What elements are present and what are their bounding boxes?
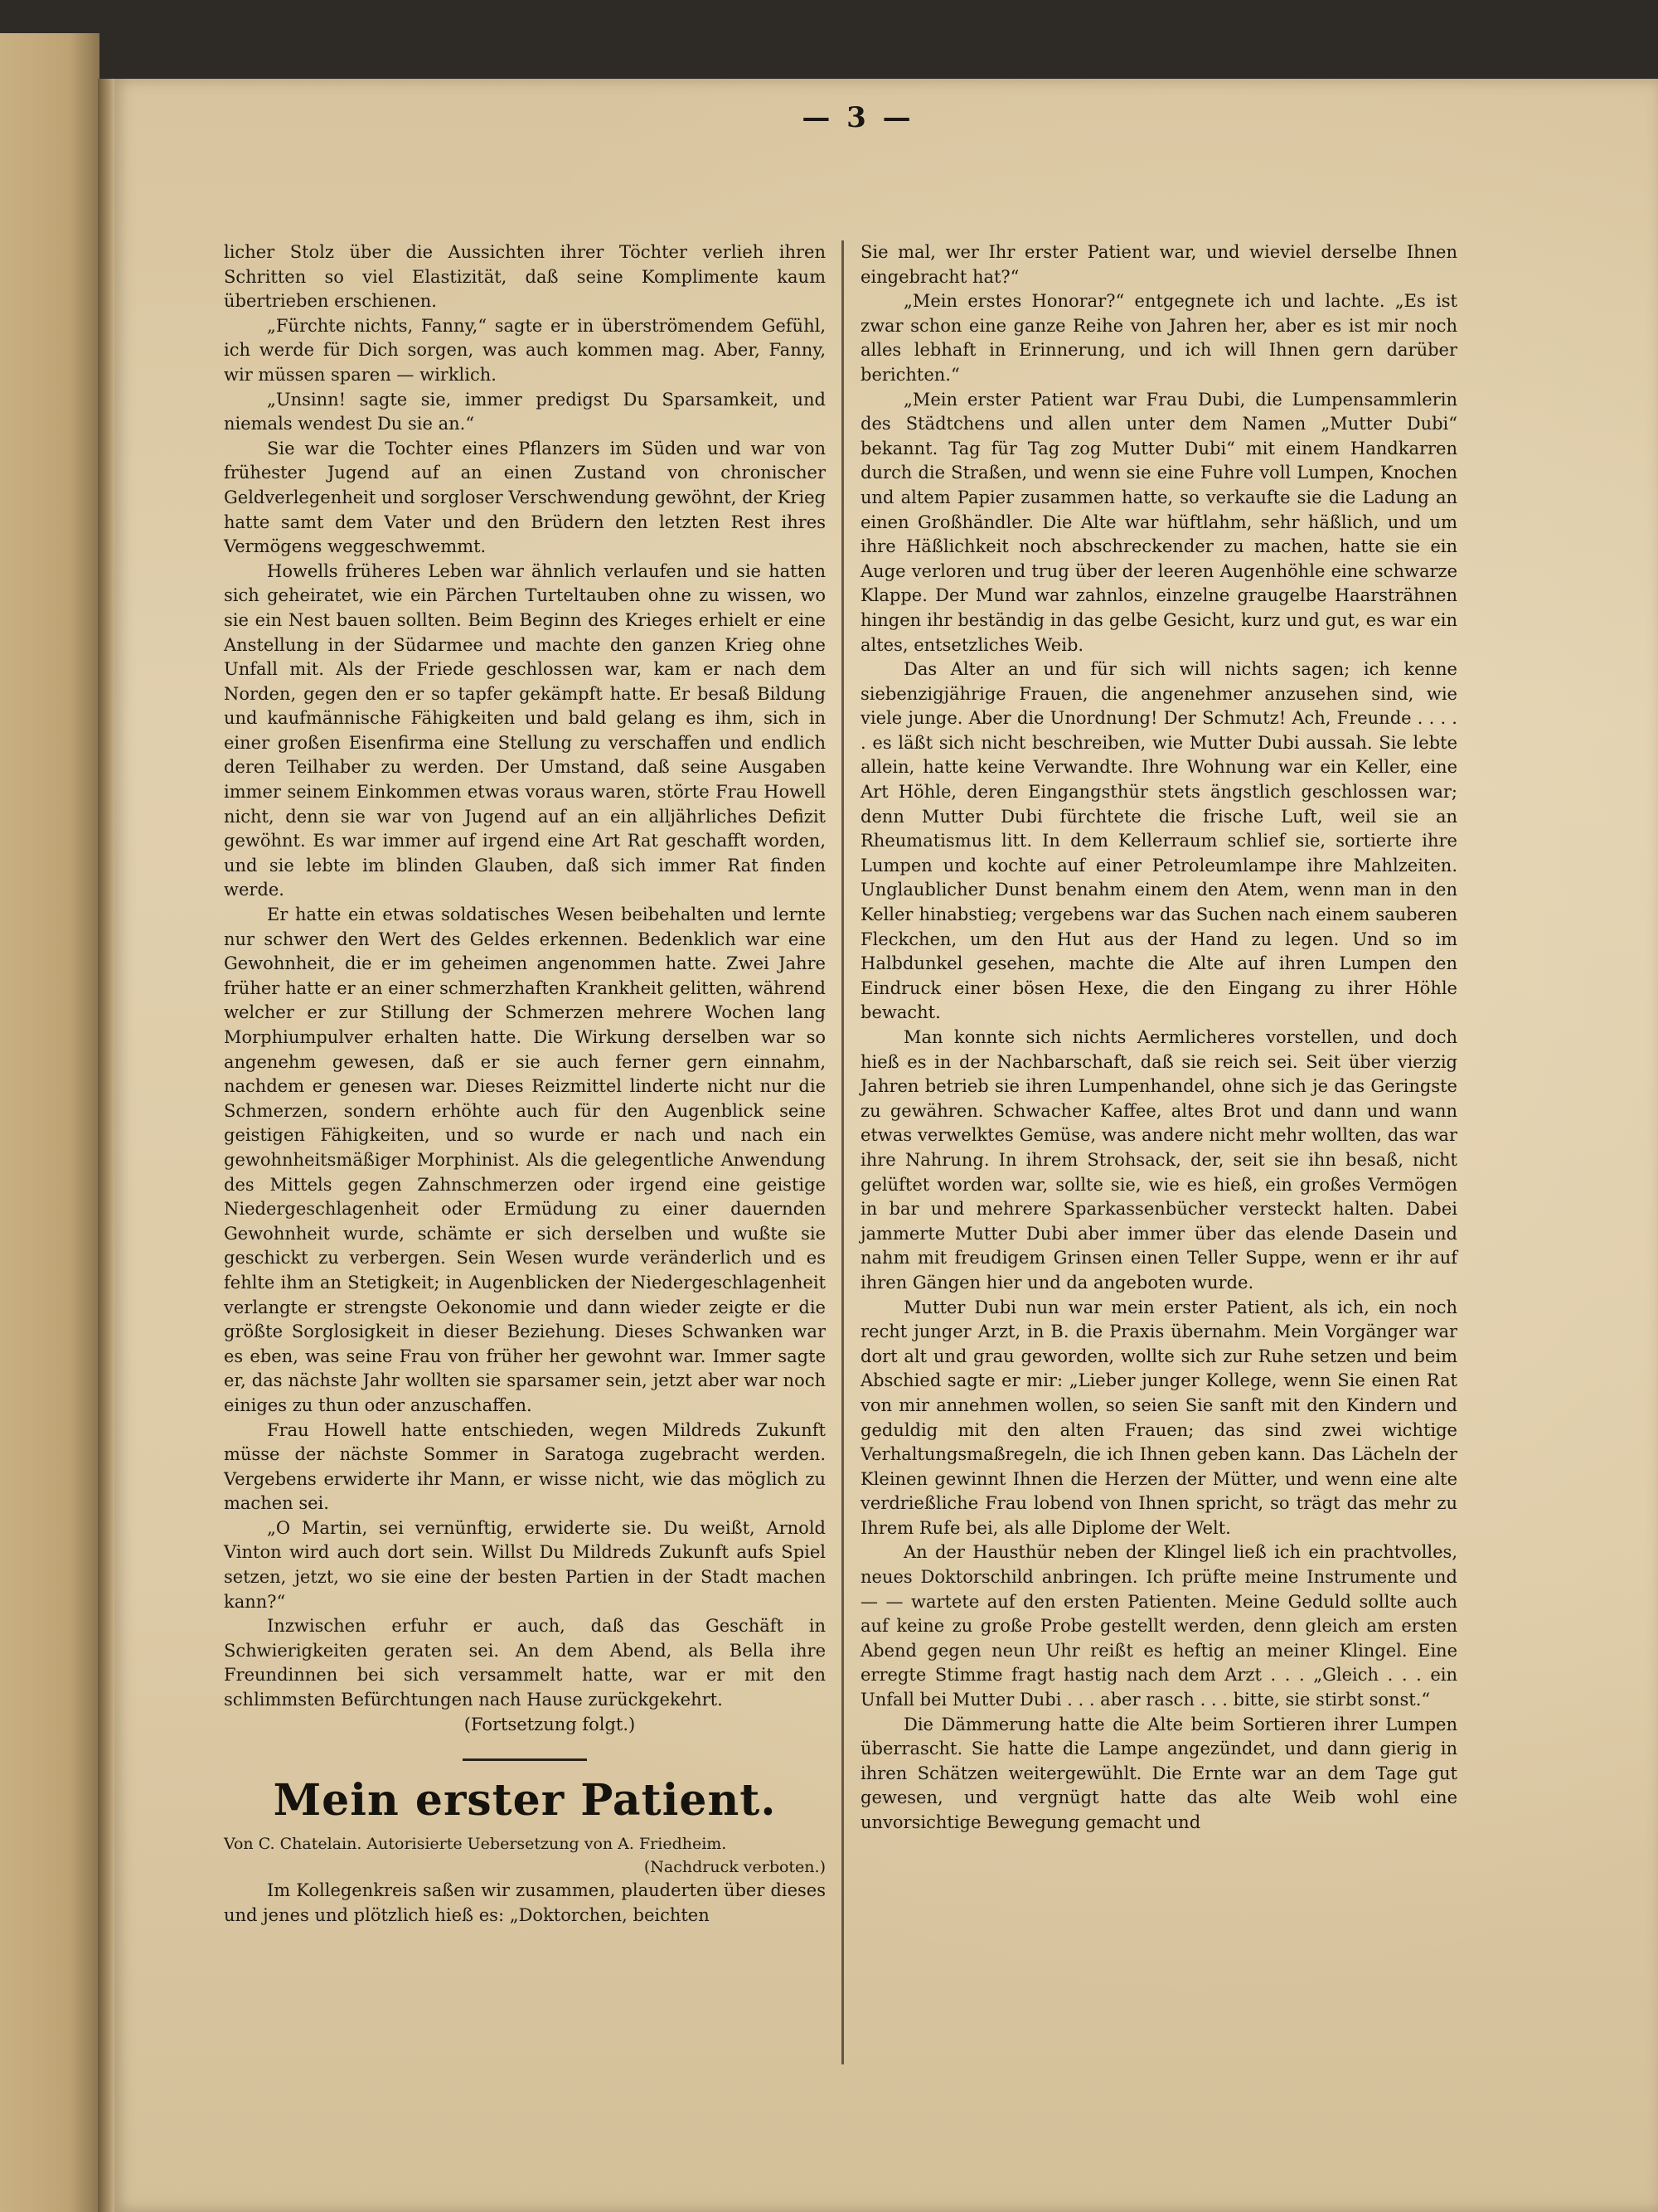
previous-page-edge	[0, 33, 99, 2212]
paragraph: Im Kollegenkreis saßen wir zusammen, plauderten über dieses und jenes und plötzlich hieß es: „Doktorchen, beichten	[224, 1880, 826, 1925]
paragraph: Mutter Dubi nun war mein erster Patient, als ich, ein noch recht junger Arzt, in B. die Praxis übernahm. Mein Vorgänger war dort alt und grau geworden, wollte sich zur Ruhe setzen und beim Abschied sagte er mir: „Lieber junger Kollege, wenn Sie einen Rat von mir annehmen wollen, so seien Sie sanft mit den Kindern und geduldig mit den alten Frauen; das sind zwei wichtige Verhaltungsmaßregeln, die ich Ihnen geben kann. Das Lächeln der Kleinen gewinnt Ihnen die Herzen der Mütter, und wenn eine alte verdrießliche Frau lobend von Ihnen spricht, so trägt das mehr zu Ihrem Rufe bei, als alle Diplome der Welt.	[861, 1297, 1457, 1538]
paragraph: Das Alter an und für sich will nichts sagen; ich kenne siebenzigjährige Frauen, die angenehmer anzusehen sind, wie viele junge. Aber die Unordnung! Der Schmutz! Ach, Freunde . . . . . es läßt sich nicht beschreiben, wie Mutter Dubi aussah. Sie lebte allein, hatte keine Verwandte. Ihre Wohnung war ein Keller, eine Art Höhle, deren Eingangsthür stets ängstlich geschlossen war; denn Mutter Dubi fürchtete die frische Luft, weil sie an Rheumatismus litt. In dem Kellerraum schlief sie, sortierte ihre Lumpen und kochte auf einer Petroleumlampe ihre Mahlzeiten. Unglaublicher Dunst benahm einem den Atem, wenn man in den Keller hinabstieg; vergebens war das Suchen nach einem sauberen Fleckchen, um den Hut aus der Hand zu legen. Und so im Halbdunkel gesehen, machte die Alte auf ihren Lumpen den Eindruck einer bösen Hexe, die den Eingang zu ihrer Höhle bewacht.	[861, 659, 1457, 1023]
book-gutter	[98, 79, 116, 2212]
paragraph: Sie war die Tochter eines Pflanzers im Süden und war von frühester Jugend auf an einen Zustand von chronischer Geldverlegenheit und sorgloser Verschwendung gewöhnt, der Krieg hatte samt dem Vater und den Brüdern den letzten Rest ihres Vermögens weggeschwemmt.	[224, 438, 826, 557]
column-rule	[841, 240, 844, 2064]
paragraph: „Unsinn! sagte sie, immer predigst Du Sparsamkeit, und niemals wendest Du sie an.“	[224, 389, 826, 434]
paragraph: „Mein erstes Honorar?“ entgegnete ich und lachte. „Es ist zwar schon eine ganze Reihe von Jahren her, aber es ist mir noch alles lebhaft in Erinnerung, und ich will Ihnen gern darüber berichten.“	[861, 291, 1457, 385]
paragraph: „O Martin, sei vernünftig, erwiderte sie. Du weißt, Arnold Vinton wird auch dort sein. Willst Du Mildreds Zukunft aufs Spiel setzen, jetzt, wo sie eine der besten Partien in der Stadt machen kann?“	[224, 1517, 826, 1612]
left-column	[224, 240, 826, 1928]
paragraph: Sie mal, wer Ihr erster Patient war, und wieviel derselbe Ihnen eingebracht hat?“	[861, 242, 1457, 287]
paragraph: Man konnte sich nichts Aermlicheres vorstellen, und doch hieß es in der Nachbarschaft, daß sie reich sei. Seit über vierzig Jahren betrieb sie ihren Lumpenhandel, ohne sich je das Geringste zu gewähren. Schwacher Kaffee, altes Brot und dann und wann etwas verwelktes Gemüse, was andere nicht mehr wollten, das war ihre Nahrung. In ihrem Strohsack, der, seit sie ihn besaß, nicht gelüftet worden war, sollte sie, wie es hieß, ein großes Vermögen in bar und mehrere Sparkassenbücher versteckt halten. Dabei jammerte Mutter Dubi aber immer über das elende Dasein und nahm mit freudigem Grinsen einen Teller Suppe, wenn er ihr auf ihren Gängen hier und da angeboten wurde.	[861, 1027, 1457, 1293]
right-column	[861, 240, 1457, 1836]
story-title: Mein erster Patient.	[273, 1775, 777, 1826]
paragraph: Frau Howell hatte entschieden, wegen Mildreds Zukunft müsse der nächste Sommer in Saratoga zugebracht werden. Vergebens erwiderte ihr Mann, er wisse nicht, wie das möglich zu machen sei.	[224, 1419, 826, 1514]
rights-note: (Nachdruck verboten.)	[643, 1858, 826, 1877]
paragraph: Inzwischen erfuhr er auch, daß das Geschäft in Schwierigkeiten geraten sei. An dem Abend, als Bella ihre Freundinnen bei sich versammelt hatte, war er mit den schlimmsten Befürchtungen nach Hause zurückgekehrt.	[224, 1616, 826, 1710]
page-number: — 3 —	[802, 101, 914, 134]
paragraph: „Fürchte nichts, Fanny,“ sagte er in überströmendem Gefühl, ich werde für Dich sorgen, was auch kommen mag. Aber, Fanny, wir müssen sparen — wirklich.	[224, 315, 826, 385]
paragraph: Die Dämmerung hatte die Alte beim Sortieren ihrer Lumpen überrascht. Sie hatte die Lampe angezündet, und dann gierig in ihren Schätzen weitergewühlt. Die Ernte war an dem Tage gut gewesen, und vergnügt hatte das alte Weib wohl eine unvorsichtige Bewegung gemacht und	[861, 1714, 1457, 1832]
byline: Von C. Chatelain. Autorisierte Uebersetzung von A. Friedheim.	[224, 1835, 727, 1854]
continued-note: (Fortsetzung folgt.)	[463, 1714, 636, 1734]
paragraph: „Mein erster Patient war Frau Dubi, die Lumpensammlerin des Städtchens und allen unter dem Namen „Mutter Dubi“ bekannt. Tag für Tag zog Mutter Dubi“ mit einem Handkarren durch die Straßen, und wenn sie eine Fuhre voll Lumpen, Knochen und altem Papier zusammen hatte, so verkaufte sie die Ladung an einen Großhändler. Die Alte war hüftlahm, sehr häßlich, und um ihre Häßlichkeit noch abschreckender zu machen, hatte sie ein Auge verloren und trug über der leeren Augenhöhle eine schwarze Klappe. Der Mund war zahnlos, einzelne graugelbe Haarsträhnen hingen ihr beständig in das gelbe Gesicht, kurz und gut, es war ein altes, entsetzliches Weib.	[861, 389, 1457, 655]
paragraph: An der Hausthür neben der Klingel ließ ich ein prachtvolles, neues Doktorschild anbringen. Ich prüfte meine Instrumente und — — wartete auf den ersten Patienten. Meine Geduld sollte auch auf keine zu große Probe gestellt werden, denn gleich am ersten Abend gegen neun Uhr reißt es heftig an meiner Klingel. Eine erregte Stimme fragt hastig nach dem Arzt . . . „Gleich . . . ein Unfall bei Mutter Dubi . . . aber rasch . . . bitte, sie stirbt sonst.“	[861, 1542, 1457, 1710]
section-divider	[463, 1758, 587, 1761]
paragraph: Er hatte ein etwas soldatisches Wesen beibehalten und lernte nur schwer den Wert des Geldes erkennen. Bedenklich war eine Gewohnheit, die er im geheimen angenommen hatte. Zwei Jahre früher hatte er an einer schmerzhaften Krankheit gelitten, während welcher er zur Stillung der Schmerzen mehrere Wochen lang Morphiumpulver erhalten hatte. Die Wirkung derselben war so angenehm gewesen, daß er sie auch ferner gern einnahm, nachdem er genesen war. Dieses Reizmittel linderte nicht nur die Schmerzen, sondern erhöhte auch für den Augenblick seine geistigen Fähigkeiten, und so wurde er nach und nach ein gewohnheitsmäßiger Morphinist. Als die gelegentliche Anwendung des Mittels gegen Zahnschmerzen oder irgend eine geistige Niedergeschlagenheit oder Ermüdung zu einer dauernden Gewohnheit wurde, schämte er sich derselben und wußte sie geschickt zu verbergen. Sein Wesen wurde veränderlich und es fehlte ihm an Stetigkeit; in Augenblicken der Niedergeschlagenheit verlangte er strengste Oekonomie und dann wieder zeigte er die größte Sorglosigkeit in dieser Beziehung. Dieses Schwanken war es eben, was seine Frau von früher her gewohnt war. Immer sagte er, das nächste Jahr wollten sie sparsamer sein, jetzt aber war noch einiges zu thun oder anzuschaffen.	[224, 905, 826, 1415]
paragraph: licher Stolz über die Aussichten ihrer Töchter verlieh ihren Schritten so viel Elastizität, daß seine Komplimente kaum übertrieben erschienen.	[224, 242, 826, 312]
paragraph: Howells früheres Leben war ähnlich verlaufen und sie hatten sich geheiratet, wie ein Pärchen Turteltauben ohne zu wissen, wo sie ein Nest bauen sollten. Beim Beginn des Krieges erhielt er eine Anstellung in der Südarmee und machte den ganzen Krieg ohne Unfall mit. Als der Friede geschlossen war, kam er nach dem Norden, gegen den er so tapfer gekämpft hatte. Er besaß Bildung und kaufmännische Fähigkeiten und bald gelang es ihm, sich in einer großen Eisenfirma eine Stellung zu verschaffen und endlich deren Teilhaber zu werden. Der Umstand, daß seine Ausgaben immer seinem Einkommen etwas voraus waren, störte Frau Howell nicht, denn sie war von Jugend auf an ein alljährliches Defizit gewöhnt. Es war immer auf irgend eine Art Rat geschafft worden, und sie lebte im blinden Glauben, daß sich immer Rat finden werde.	[224, 560, 826, 900]
